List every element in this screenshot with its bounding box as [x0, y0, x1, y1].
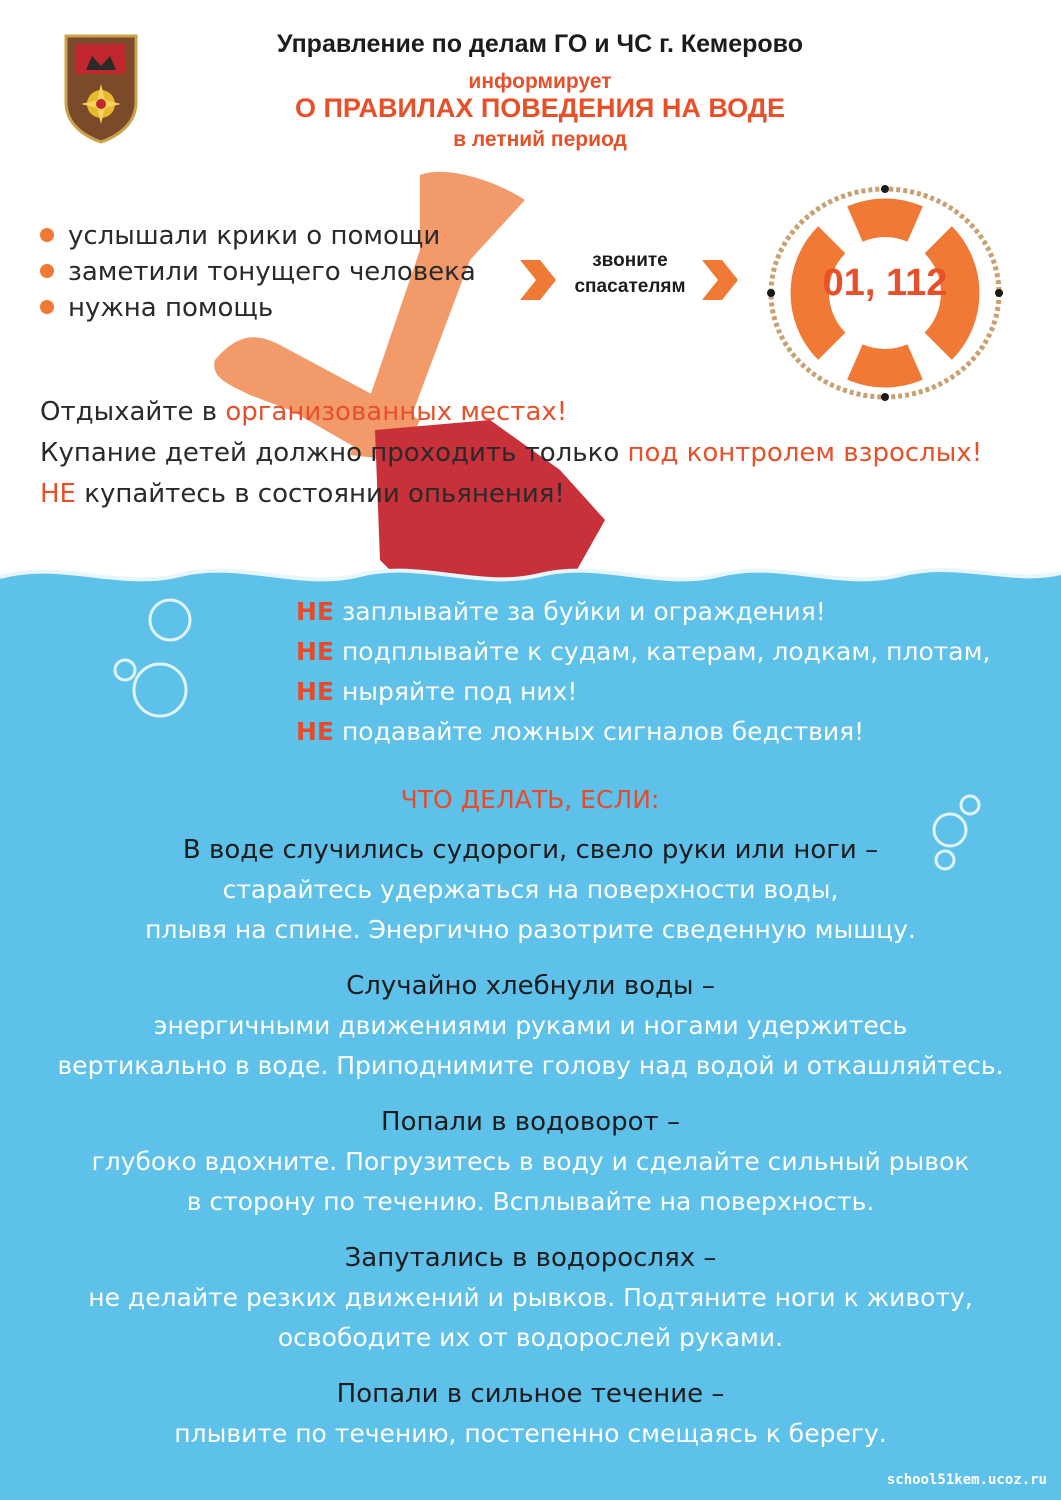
- mchs-emblem-icon: [62, 32, 140, 144]
- advice-action: вертикально в воде. Приподнимите голову над водой и откашляйтесь.: [57, 1051, 1004, 1080]
- advice-situation: Попали в водоворот –: [381, 1107, 680, 1137]
- site-watermark: school51kem.ucoz.ru: [886, 1472, 1047, 1488]
- advice-situation: Попали в сильное течение –: [336, 1379, 725, 1409]
- rule-line: Отдыхайте в организованных местах!: [40, 397, 568, 427]
- rule-line: НЕ купайтесь в состоянии опьянения!: [40, 479, 565, 509]
- chevron-right-icon: [518, 258, 558, 302]
- advice-list: [20, 830, 1041, 1470]
- advice-action: плывите по течению, постепенно смещаясь к берегу.: [174, 1419, 887, 1448]
- advice-item: [20, 1238, 1041, 1358]
- rule-line: Купание детей должно проходить только под контролем взрослых!: [40, 438, 983, 468]
- informs-label: информирует: [468, 70, 612, 93]
- main-title: О ПРАВИЛАХ ПОВЕДЕНИЯ НА ВОДЕ: [294, 93, 786, 123]
- advice-situation: В воде случились судороги, свело руки или ноги –: [182, 835, 879, 865]
- advice-item: [20, 1374, 1041, 1454]
- prohibition-item: НЕ ныряйте под них!: [296, 677, 578, 706]
- prohibitions-list: [296, 592, 990, 752]
- bullet-dot-icon: [40, 300, 54, 314]
- advice-action: в сторону по течению. Всплывайте на поверхность.: [186, 1187, 875, 1216]
- prohibition-item: НЕ подплывайте к судам, катерам, лодкам, плотам,: [296, 637, 991, 666]
- advice-item: [20, 830, 1041, 950]
- situations-list: [40, 218, 476, 326]
- advice-action: освободите их от водорослей руками.: [277, 1323, 784, 1352]
- chevron-right-icon: [700, 258, 740, 302]
- prohibition-item: НЕ подавайте ложных сигналов бедствия!: [296, 717, 865, 746]
- advice-action: глубоко вдохните. Погрузитесь в воду и сделайте сильный рывок: [91, 1147, 970, 1176]
- emergency-phone: 01, 112: [822, 262, 948, 304]
- advice-situation: Запутались в водорослях –: [344, 1243, 717, 1273]
- rules-block: [40, 392, 982, 515]
- organization-title: Управление по делам ГО и ЧС г. Кемерово: [276, 30, 803, 58]
- advice-action: старайтесь удержаться на поверхности воды,: [222, 875, 839, 904]
- advice-item: [20, 966, 1041, 1086]
- call-rescuers-label: звоните спасателям: [574, 250, 686, 297]
- advice-item: [20, 1102, 1041, 1222]
- prohibition-item: НЕ заплывайте за буйки и ограждения!: [296, 597, 826, 626]
- situation-item: услышали крики о помощи: [40, 218, 476, 254]
- advice-situation: Случайно хлебнули воды –: [346, 971, 715, 1001]
- advice-action: плывя на спине. Энергично разотрите сведенную мышцу.: [145, 915, 916, 944]
- situation-item: нужна помощь: [40, 290, 476, 326]
- what-to-do-title: ЧТО ДЕЛАТЬ, ЕСЛИ:: [400, 785, 660, 814]
- bullet-dot-icon: [40, 264, 54, 278]
- situation-item: заметили тонущего человека: [40, 254, 476, 290]
- bullet-dot-icon: [40, 228, 54, 242]
- advice-action: энергичными движениями руками и ногами удержитесь: [153, 1011, 908, 1040]
- advice-action: не делайте резких движений и рывков. Подтяните ноги к животу,: [88, 1283, 973, 1312]
- subtitle: в летний период: [453, 128, 627, 151]
